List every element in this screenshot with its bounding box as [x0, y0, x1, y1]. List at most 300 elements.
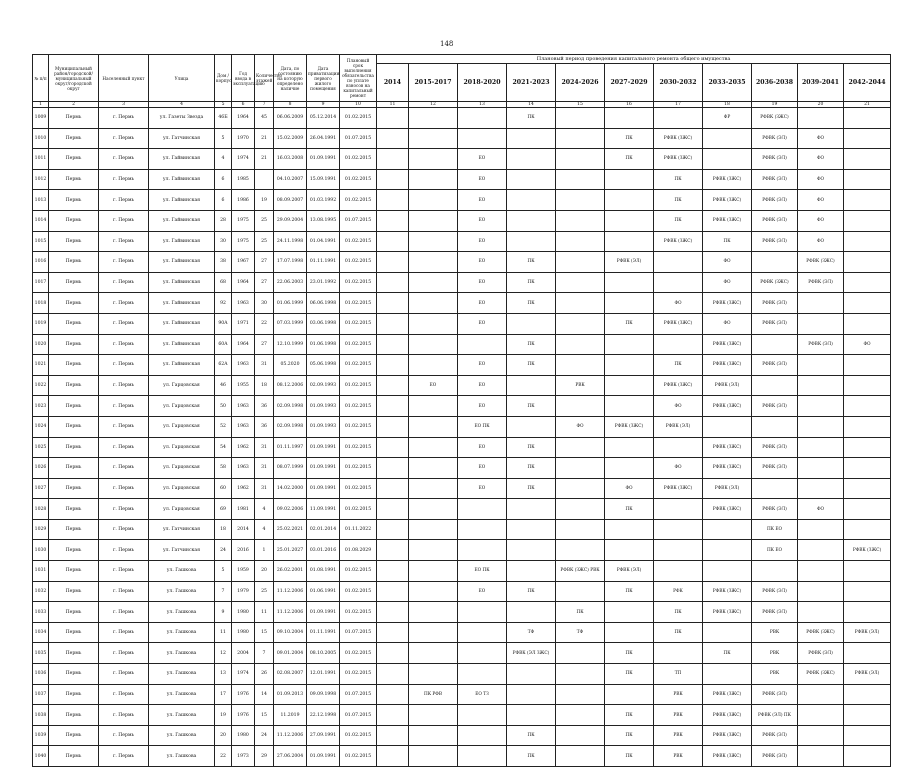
plan-cell: РФВК (ЗЖС) — [703, 746, 752, 767]
year-cell: 1964 — [232, 334, 255, 355]
plan-cell: РФВК (ЗЖС) — [703, 169, 752, 190]
plan-cell: ПК — [507, 396, 556, 417]
floors-cell: 11 — [255, 602, 274, 623]
locality-cell: г. Пермь — [99, 334, 149, 355]
plan-cell — [844, 416, 891, 437]
plan-cell — [605, 293, 654, 314]
date-included-cell: 17.07.1998 — [274, 252, 307, 273]
municipality-cell: Пермь — [49, 519, 99, 540]
plan-cell — [556, 231, 605, 252]
plan-cell: ПК — [507, 108, 556, 129]
plan-cell — [377, 210, 409, 231]
plan-cell — [844, 643, 891, 664]
plan-cell — [409, 313, 458, 334]
row-number: 1029 — [33, 519, 49, 540]
locality-cell: г. Пермь — [99, 149, 149, 170]
plan-cell — [377, 169, 409, 190]
locality-cell: г. Пермь — [99, 375, 149, 396]
locality-cell: г. Пермь — [99, 458, 149, 479]
plan-cell: ПК — [507, 478, 556, 499]
plan-cell: ПК — [507, 581, 556, 602]
row-number: 1035 — [33, 643, 49, 664]
plan-cell — [605, 334, 654, 355]
plan-cell: ПК ЕО — [752, 540, 798, 561]
plan-cell: ФО — [798, 128, 844, 149]
header-street: Улица — [149, 55, 215, 102]
plan-cell — [377, 334, 409, 355]
plan-cell: ЕО — [458, 252, 507, 273]
table-row — [33, 478, 891, 499]
plan-cell — [798, 355, 844, 376]
plan-cell — [377, 313, 409, 334]
date-privatization-cell: 01.09.1993 — [307, 416, 340, 437]
row-number: 1036 — [33, 664, 49, 685]
plan-cell: ФО — [844, 334, 891, 355]
plan-cell — [798, 581, 844, 602]
plan-cell — [605, 231, 654, 252]
plan-cell: РВК — [556, 375, 605, 396]
municipality-cell: Пермь — [49, 169, 99, 190]
deadline-cell: 01.02.2015 — [340, 499, 377, 520]
deadline-cell: 01.02.2015 — [340, 602, 377, 623]
plan-cell — [844, 519, 891, 540]
floors-cell: 26 — [255, 664, 274, 685]
table-row — [33, 540, 891, 561]
municipality-cell: Пермь — [49, 561, 99, 582]
plan-cell — [556, 643, 605, 664]
plan-cell — [409, 416, 458, 437]
column-number: 15 — [556, 102, 605, 108]
table-row — [33, 561, 891, 582]
row-number: 1040 — [33, 746, 49, 767]
plan-cell — [844, 478, 891, 499]
plan-cell — [377, 581, 409, 602]
year-cell: 1980 — [232, 622, 255, 643]
plan-cell: ЕО — [458, 396, 507, 417]
row-number: 1024 — [33, 416, 49, 437]
plan-cell — [507, 684, 556, 705]
year-cell: 1963 — [232, 355, 255, 376]
date-included-cell: 25.01.2027 — [274, 540, 307, 561]
plan-cell — [798, 746, 844, 767]
plan-cell: ПК — [507, 355, 556, 376]
date-privatization-cell: 13.08.1995 — [307, 210, 340, 231]
year-cell: 1979 — [232, 581, 255, 602]
plan-cell — [556, 705, 605, 726]
plan-cell — [458, 334, 507, 355]
municipality-cell: Пермь — [49, 293, 99, 314]
plan-cell — [377, 643, 409, 664]
plan-cell — [377, 664, 409, 685]
plan-cell — [556, 108, 605, 129]
plan-cell — [654, 334, 703, 355]
plan-cell — [409, 210, 458, 231]
date-privatization-cell: 02.09.1993 — [307, 375, 340, 396]
plan-cell: ЕО — [458, 375, 507, 396]
period-header: 2014 — [377, 64, 409, 102]
plan-cell: ПК — [605, 499, 654, 520]
date-included-cell: 11.2019 — [274, 705, 307, 726]
plan-cell — [507, 664, 556, 685]
street-cell: ул. Гайвинская — [149, 149, 215, 170]
row-number: 1010 — [33, 128, 49, 149]
plan-cell — [507, 519, 556, 540]
year-cell: 1962 — [232, 437, 255, 458]
date-privatization-cell: 05.06.1998 — [307, 355, 340, 376]
plan-cell — [507, 416, 556, 437]
plan-cell: ПК — [605, 643, 654, 664]
municipality-cell: Пермь — [49, 705, 99, 726]
house-cell: 19 — [215, 705, 232, 726]
plan-cell: РФВК (ЭЛ) — [752, 746, 798, 767]
plan-cell — [798, 519, 844, 540]
street-cell: ул. Гатчинская — [149, 540, 215, 561]
column-number: 9 — [307, 102, 340, 108]
floors-cell: 15 — [255, 622, 274, 643]
header-num: № п/п — [33, 55, 49, 102]
plan-cell — [844, 272, 891, 293]
table-row — [33, 416, 891, 437]
deadline-cell: 01.02.2015 — [340, 108, 377, 129]
floors-cell: 22 — [255, 313, 274, 334]
floors-cell: 27 — [255, 252, 274, 273]
municipality-cell: Пермь — [49, 437, 99, 458]
plan-cell — [377, 519, 409, 540]
table-row — [33, 396, 891, 417]
column-number: 6 — [232, 102, 255, 108]
street-cell: ул. Гашкова — [149, 684, 215, 705]
street-cell: ул. Гайвинская — [149, 169, 215, 190]
date-privatization-cell: 01.09.1991 — [307, 149, 340, 170]
column-number: 11 — [377, 102, 409, 108]
plan-cell — [409, 252, 458, 273]
row-number: 1023 — [33, 396, 49, 417]
deadline-cell: 01.02.2015 — [340, 169, 377, 190]
street-cell: ул. Гашкова — [149, 622, 215, 643]
plan-cell — [409, 108, 458, 129]
plan-cell: ПК — [605, 149, 654, 170]
plan-cell — [377, 396, 409, 417]
plan-cell — [377, 272, 409, 293]
deadline-cell: 01.02.2015 — [340, 416, 377, 437]
date-included-cell: 02.09.1998 — [274, 416, 307, 437]
column-number: 18 — [703, 102, 752, 108]
date-privatization-cell: 01.09.1991 — [307, 478, 340, 499]
plan-cell — [654, 499, 703, 520]
row-number: 1039 — [33, 725, 49, 746]
house-cell: 11 — [215, 622, 232, 643]
plan-cell: РВК — [752, 622, 798, 643]
plan-cell — [377, 231, 409, 252]
plan-cell: ПК — [507, 437, 556, 458]
period-header: 2015-2017 — [409, 64, 458, 102]
plan-cell — [654, 540, 703, 561]
plan-cell: ПК — [605, 581, 654, 602]
plan-cell: ФО — [798, 499, 844, 520]
plan-cell: РФВК (ЭЛ) — [654, 416, 703, 437]
plan-cell — [409, 272, 458, 293]
plan-cell — [844, 705, 891, 726]
plan-cell: ПК — [703, 643, 752, 664]
plan-cell — [409, 746, 458, 767]
plan-cell: ЕО — [458, 210, 507, 231]
plan-cell — [507, 231, 556, 252]
year-cell: 1963 — [232, 458, 255, 479]
plan-cell — [798, 561, 844, 582]
plan-cell — [507, 602, 556, 623]
locality-cell: г. Пермь — [99, 272, 149, 293]
plan-cell — [752, 416, 798, 437]
row-number: 1016 — [33, 252, 49, 273]
row-number: 1027 — [33, 478, 49, 499]
date-included-cell: 07.03.1999 — [274, 313, 307, 334]
year-cell: 1976 — [232, 705, 255, 726]
street-cell: ул. Гарцовская — [149, 416, 215, 437]
plan-cell — [556, 272, 605, 293]
house-cell: 69 — [215, 499, 232, 520]
plan-cell: РФВК (ЗЖС) — [654, 231, 703, 252]
street-cell: ул. Гайвинская — [149, 210, 215, 231]
plan-cell: РФВК (ЭЛ) — [752, 396, 798, 417]
deadline-cell: 01.02.2015 — [340, 252, 377, 273]
plan-cell: ПК ЕО — [752, 519, 798, 540]
floors-cell: 29 — [255, 746, 274, 767]
plan-cell — [458, 519, 507, 540]
plan-cell: РФВК (ЭЛ) — [798, 643, 844, 664]
street-cell: ул. Гашкова — [149, 705, 215, 726]
municipality-cell: Пермь — [49, 581, 99, 602]
plan-cell — [798, 416, 844, 437]
plan-cell: ФО — [798, 190, 844, 211]
plan-cell — [507, 375, 556, 396]
table-row — [33, 664, 891, 685]
floors-cell: 1 — [255, 540, 274, 561]
date-included-cell: 08.09.2007 — [274, 190, 307, 211]
table-row — [33, 458, 891, 479]
house-cell: 92 — [215, 293, 232, 314]
year-cell: 1971 — [232, 313, 255, 334]
municipality-cell: Пермь — [49, 313, 99, 334]
plan-cell: ПК РФВ — [409, 684, 458, 705]
deadline-cell: 01.02.2015 — [340, 231, 377, 252]
plan-cell — [409, 190, 458, 211]
plan-cell — [409, 478, 458, 499]
date-included-cell: 05.2020 — [274, 355, 307, 376]
plan-cell — [556, 478, 605, 499]
plan-cell: РВК — [654, 684, 703, 705]
plan-cell — [798, 478, 844, 499]
street-cell: ул. Гарцовская — [149, 458, 215, 479]
municipality-cell: Пермь — [49, 355, 99, 376]
plan-cell — [507, 540, 556, 561]
house-cell: 20 — [215, 725, 232, 746]
deadline-cell: 01.07.2015 — [340, 128, 377, 149]
plan-cell — [409, 581, 458, 602]
plan-cell — [409, 519, 458, 540]
date-included-cell: 01.06.1999 — [274, 293, 307, 314]
plan-cell — [458, 705, 507, 726]
plan-cell: РФК — [654, 581, 703, 602]
plan-cell — [605, 169, 654, 190]
plan-cell — [844, 561, 891, 582]
plan-cell — [798, 293, 844, 314]
plan-cell: РФВК (ЗЖС) — [654, 149, 703, 170]
year-cell: 1962 — [232, 478, 255, 499]
plan-cell: РФВК (ЭЛ) — [798, 272, 844, 293]
plan-cell — [409, 602, 458, 623]
period-header: 2042-2044 — [844, 64, 891, 102]
municipality-cell: Пермь — [49, 643, 99, 664]
table-row — [33, 746, 891, 767]
plan-cell: РФВК (ЗЖС) РВК — [556, 561, 605, 582]
plan-cell — [703, 622, 752, 643]
plan-cell — [507, 190, 556, 211]
plan-cell — [752, 375, 798, 396]
row-number: 1031 — [33, 561, 49, 582]
period-header: 2036-2038 — [752, 64, 798, 102]
floors-cell: 7 — [255, 643, 274, 664]
date-included-cell: 22.06.2003 — [274, 272, 307, 293]
plan-cell — [377, 190, 409, 211]
plan-cell — [377, 561, 409, 582]
locality-cell: г. Пермь — [99, 725, 149, 746]
street-cell: ул. Гатчинская — [149, 519, 215, 540]
row-number: 1034 — [33, 622, 49, 643]
date-included-cell: 15.02.2009 — [274, 128, 307, 149]
plan-cell — [409, 169, 458, 190]
plan-cell — [556, 458, 605, 479]
plan-cell — [458, 643, 507, 664]
plan-cell: РФВК (ЭЛ) — [752, 231, 798, 252]
plan-cell — [377, 540, 409, 561]
locality-cell: г. Пермь — [99, 622, 149, 643]
year-cell: 2014 — [232, 519, 255, 540]
plan-cell: ФО — [605, 478, 654, 499]
row-number: 1030 — [33, 540, 49, 561]
plan-cell: ПК — [507, 272, 556, 293]
deadline-cell: 01.02.2015 — [340, 190, 377, 211]
street-cell: ул. Гашкова — [149, 746, 215, 767]
plan-cell — [605, 519, 654, 540]
locality-cell: г. Пермь — [99, 128, 149, 149]
house-cell: 52 — [215, 416, 232, 437]
table-row — [33, 684, 891, 705]
plan-cell — [844, 437, 891, 458]
plan-cell — [654, 272, 703, 293]
locality-cell: г. Пермь — [99, 108, 149, 129]
row-number: 1017 — [33, 272, 49, 293]
deadline-cell: 01.02.2015 — [340, 581, 377, 602]
floors-cell: 4 — [255, 499, 274, 520]
plan-cell — [605, 437, 654, 458]
plan-cell — [409, 293, 458, 314]
municipality-cell: Пермь — [49, 108, 99, 129]
house-cell: 5 — [215, 561, 232, 582]
house-cell: 6 — [215, 190, 232, 211]
row-number: 1026 — [33, 458, 49, 479]
plan-cell — [605, 540, 654, 561]
floors-cell: 20 — [255, 561, 274, 582]
table-row — [33, 437, 891, 458]
table-row — [33, 355, 891, 376]
table-row — [33, 334, 891, 355]
plan-cell — [844, 252, 891, 273]
plan-cell — [654, 437, 703, 458]
deadline-cell: 01.07.2015 — [340, 684, 377, 705]
plan-cell: ФО — [654, 458, 703, 479]
column-number: 14 — [507, 102, 556, 108]
table-row — [33, 375, 891, 396]
plan-cell — [605, 684, 654, 705]
municipality-cell: Пермь — [49, 416, 99, 437]
date-privatization-cell: 01.08.1991 — [307, 561, 340, 582]
locality-cell: г. Пермь — [99, 602, 149, 623]
table-row — [33, 705, 891, 726]
plan-cell: РФВК (ЭЛ) — [605, 561, 654, 582]
date-included-cell: 02.09.1998 — [274, 396, 307, 417]
plan-cell: ПК — [507, 252, 556, 273]
plan-cell — [556, 149, 605, 170]
locality-cell: г. Пермь — [99, 643, 149, 664]
row-number: 1032 — [33, 581, 49, 602]
column-number: 12 — [409, 102, 458, 108]
plan-cell: ЕО ПК — [458, 416, 507, 437]
plan-cell — [752, 334, 798, 355]
date-privatization-cell: 01.03.1992 — [307, 190, 340, 211]
floors-cell: 31 — [255, 478, 274, 499]
date-privatization-cell: 03.01.2016 — [307, 540, 340, 561]
plan-cell — [507, 149, 556, 170]
plan-cell — [377, 478, 409, 499]
year-cell: 1976 — [232, 684, 255, 705]
plan-cell: ПК — [605, 313, 654, 334]
house-cell: 68 — [215, 272, 232, 293]
period-header: 2021-2023 — [507, 64, 556, 102]
header-house: Дом / корпус — [215, 55, 232, 102]
plan-cell — [409, 334, 458, 355]
date-included-cell: 08.12.2006 — [274, 375, 307, 396]
plan-cell — [844, 313, 891, 334]
house-cell: 60А — [215, 334, 232, 355]
date-included-cell: 04.10.2007 — [274, 169, 307, 190]
street-cell: ул. Гарцовская — [149, 437, 215, 458]
house-cell: 62А — [215, 355, 232, 376]
column-number: 3 — [99, 102, 149, 108]
plan-cell: РВК — [654, 725, 703, 746]
year-cell: 1985 — [232, 169, 255, 190]
street-cell: ул. Гайвинская — [149, 334, 215, 355]
date-included-cell: 12.10.1999 — [274, 334, 307, 355]
plan-cell: РФВК (ЗЖС) — [703, 499, 752, 520]
plan-cell: РФВК (ЭЛ) — [752, 499, 798, 520]
plan-cell — [752, 252, 798, 273]
plan-cell: ПК — [654, 602, 703, 623]
plan-cell — [654, 519, 703, 540]
floors-cell: 21 — [255, 128, 274, 149]
street-cell: ул. Гашкова — [149, 664, 215, 685]
plan-cell: ФО — [556, 416, 605, 437]
plan-cell — [844, 746, 891, 767]
header-municipality: Муниципальный район/городской/муниципальный округ/городской округ — [49, 55, 99, 102]
row-number: 1025 — [33, 437, 49, 458]
year-cell: 1963 — [232, 416, 255, 437]
plan-cell — [844, 375, 891, 396]
plan-cell: РФВК (ЗЖС) — [752, 108, 798, 129]
plan-cell — [556, 128, 605, 149]
plan-cell — [798, 437, 844, 458]
municipality-cell: Пермь — [49, 684, 99, 705]
plan-cell — [458, 725, 507, 746]
